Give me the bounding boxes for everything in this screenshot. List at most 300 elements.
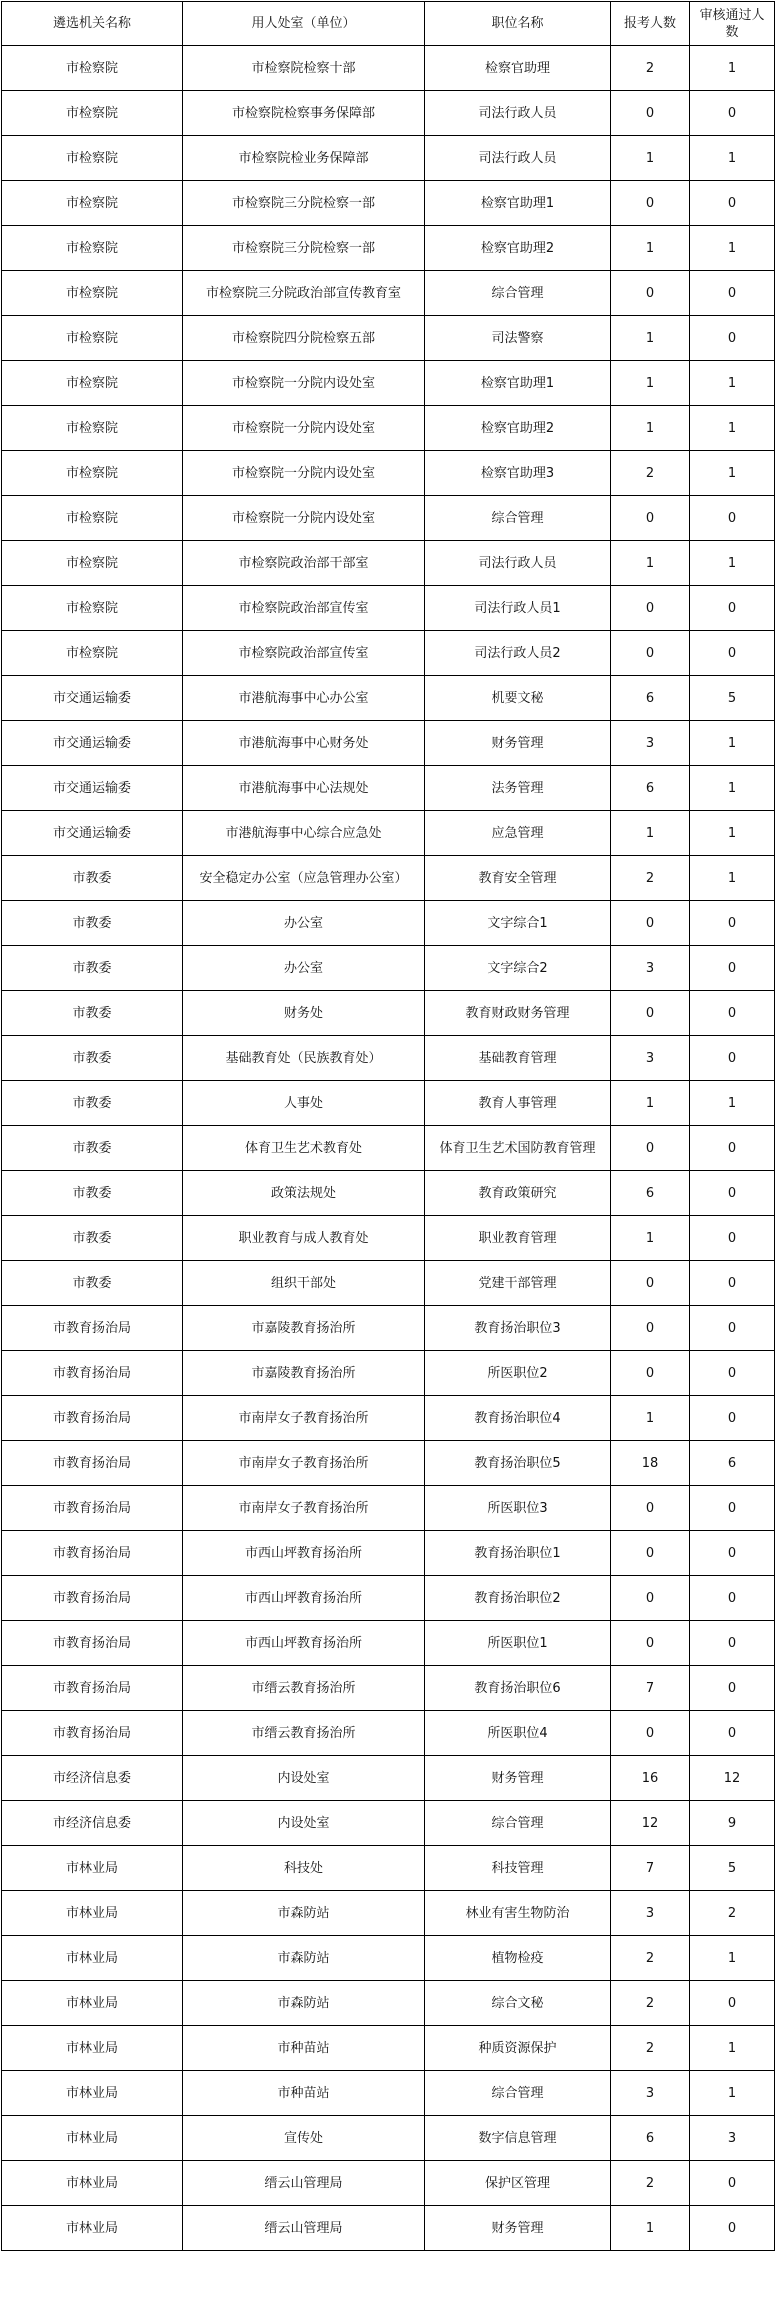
table-row: [2, 2071, 775, 2116]
table-row: [2, 1531, 775, 1576]
cell-agency: 市林业局: [2, 2026, 183, 2071]
cell-department: 财务处: [183, 991, 425, 1036]
cell-position: 司法行政人员2: [425, 631, 611, 676]
cell-department: 市种苗站: [183, 2071, 425, 2116]
cell-approved: 0: [690, 1216, 775, 1261]
cell-position: 基础教育管理: [425, 1036, 611, 1081]
cell-agency: 市检察院: [2, 451, 183, 496]
table-row: [2, 1036, 775, 1081]
cell-approved: 1: [690, 1936, 775, 1981]
cell-department: 市检察院政治部宣传室: [183, 631, 425, 676]
cell-department: 市森防站: [183, 1891, 425, 1936]
table-row: [2, 1306, 775, 1351]
cell-agency: 市检察院: [2, 631, 183, 676]
table-row: [2, 1801, 775, 1846]
cell-department: 市检察院检察事务保障部: [183, 91, 425, 136]
cell-department: 市南岸女子教育扬治所: [183, 1486, 425, 1531]
cell-applicants: 1: [611, 1396, 690, 1441]
table-row: [2, 406, 775, 451]
cell-applicants: 0: [611, 271, 690, 316]
cell-approved: 0: [690, 2206, 775, 2251]
cell-agency: 市检察院: [2, 46, 183, 91]
cell-position: 财务管理: [425, 721, 611, 766]
cell-applicants: 0: [611, 91, 690, 136]
cell-position: 法务管理: [425, 766, 611, 811]
cell-agency: 市林业局: [2, 1846, 183, 1891]
cell-approved: 1: [690, 2071, 775, 2116]
cell-department: 内设处室: [183, 1756, 425, 1801]
cell-approved: 3: [690, 2116, 775, 2161]
cell-applicants: 2: [611, 2026, 690, 2071]
table-row: [2, 901, 775, 946]
cell-approved: 1: [690, 811, 775, 856]
cell-applicants: 0: [611, 1306, 690, 1351]
cell-applicants: 1: [611, 541, 690, 586]
cell-position: 教育扬治职位6: [425, 1666, 611, 1711]
cell-applicants: 2: [611, 2161, 690, 2206]
cell-approved: 0: [690, 1396, 775, 1441]
cell-agency: 市检察院: [2, 136, 183, 181]
cell-approved: 0: [690, 1981, 775, 2026]
cell-agency: 市经济信息委: [2, 1801, 183, 1846]
recruitment-table: [1, 1, 775, 2251]
cell-department: 市南岸女子教育扬治所: [183, 1396, 425, 1441]
table-row: [2, 1711, 775, 1756]
cell-position: 职业教育管理: [425, 1216, 611, 1261]
cell-department: 市西山坪教育扬治所: [183, 1576, 425, 1621]
cell-department: 市检察院四分院检察五部: [183, 316, 425, 361]
cell-department: 安全稳定办公室（应急管理办公室）: [183, 856, 425, 901]
cell-approved: 0: [690, 1666, 775, 1711]
cell-position: 检察官助理2: [425, 406, 611, 451]
cell-position: 种质资源保护: [425, 2026, 611, 2071]
cell-applicants: 0: [611, 496, 690, 541]
cell-applicants: 7: [611, 1666, 690, 1711]
cell-position: 综合管理: [425, 1801, 611, 1846]
cell-department: 缙云山管理局: [183, 2161, 425, 2206]
cell-approved: 1: [690, 541, 775, 586]
cell-agency: 市教委: [2, 1216, 183, 1261]
cell-department: 市缙云教育扬治所: [183, 1666, 425, 1711]
cell-agency: 市林业局: [2, 1891, 183, 1936]
cell-department: 职业教育与成人教育处: [183, 1216, 425, 1261]
cell-agency: 市林业局: [2, 2116, 183, 2161]
cell-applicants: 0: [611, 631, 690, 676]
table-row: [2, 676, 775, 721]
cell-applicants: 16: [611, 1756, 690, 1801]
cell-department: 宣传处: [183, 2116, 425, 2161]
cell-applicants: 0: [611, 1621, 690, 1666]
cell-agency: 市教委: [2, 1261, 183, 1306]
cell-agency: 市教委: [2, 946, 183, 991]
cell-applicants: 3: [611, 721, 690, 766]
table-header-row: [2, 2, 775, 46]
cell-position: 党建干部管理: [425, 1261, 611, 1306]
table-row: [2, 451, 775, 496]
cell-applicants: 1: [611, 136, 690, 181]
table-row: [2, 541, 775, 586]
table-row: [2, 1081, 775, 1126]
cell-department: 组织干部处: [183, 1261, 425, 1306]
cell-approved: 2: [690, 1891, 775, 1936]
cell-applicants: 0: [611, 1711, 690, 1756]
cell-approved: 5: [690, 1846, 775, 1891]
cell-position: 司法行政人员1: [425, 586, 611, 631]
cell-applicants: 0: [611, 1261, 690, 1306]
cell-department: 市港航海事中心法规处: [183, 766, 425, 811]
cell-agency: 市检察院: [2, 91, 183, 136]
cell-position: 教育政策研究: [425, 1171, 611, 1216]
table-row: [2, 136, 775, 181]
cell-department: 市嘉陵教育扬治所: [183, 1306, 425, 1351]
cell-agency: 市林业局: [2, 1936, 183, 1981]
cell-department: 市种苗站: [183, 2026, 425, 2071]
cell-position: 综合管理: [425, 2071, 611, 2116]
table-row: [2, 1126, 775, 1171]
cell-applicants: 2: [611, 1936, 690, 1981]
cell-agency: 市教育扬治局: [2, 1396, 183, 1441]
cell-approved: 1: [690, 451, 775, 496]
cell-approved: 0: [690, 1576, 775, 1621]
cell-approved: 1: [690, 361, 775, 406]
cell-position: 林业有害生物防治: [425, 1891, 611, 1936]
cell-position: 机要文秘: [425, 676, 611, 721]
cell-position: 司法行政人员: [425, 136, 611, 181]
cell-position: 教育扬治职位3: [425, 1306, 611, 1351]
cell-approved: 0: [690, 1711, 775, 1756]
cell-position: 所医职位3: [425, 1486, 611, 1531]
cell-agency: 市教育扬治局: [2, 1351, 183, 1396]
cell-department: 市检察院政治部宣传室: [183, 586, 425, 631]
cell-department: 缙云山管理局: [183, 2206, 425, 2251]
cell-position: 检察官助理3: [425, 451, 611, 496]
cell-approved: 1: [690, 46, 775, 91]
cell-agency: 市检察院: [2, 406, 183, 451]
cell-position: 检察官助理1: [425, 181, 611, 226]
cell-applicants: 3: [611, 2071, 690, 2116]
cell-department: 市检察院检业务保障部: [183, 136, 425, 181]
cell-department: 市港航海事中心综合应急处: [183, 811, 425, 856]
cell-agency: 市检察院: [2, 496, 183, 541]
cell-approved: 0: [690, 1306, 775, 1351]
cell-approved: 9: [690, 1801, 775, 1846]
cell-applicants: 0: [611, 586, 690, 631]
table-row: [2, 496, 775, 541]
cell-department: 办公室: [183, 946, 425, 991]
cell-department: 科技处: [183, 1846, 425, 1891]
cell-applicants: 0: [611, 1126, 690, 1171]
cell-approved: 5: [690, 676, 775, 721]
cell-applicants: 1: [611, 2206, 690, 2251]
cell-applicants: 1: [611, 811, 690, 856]
cell-position: 综合管理: [425, 496, 611, 541]
cell-applicants: 6: [611, 766, 690, 811]
cell-agency: 市教育扬治局: [2, 1486, 183, 1531]
cell-department: 市港航海事中心办公室: [183, 676, 425, 721]
cell-approved: 1: [690, 721, 775, 766]
cell-department: 市检察院三分院检察一部: [183, 226, 425, 271]
cell-applicants: 3: [611, 1036, 690, 1081]
cell-agency: 市检察院: [2, 361, 183, 406]
cell-applicants: 1: [611, 1081, 690, 1126]
cell-approved: 6: [690, 1441, 775, 1486]
cell-approved: 0: [690, 991, 775, 1036]
cell-approved: 0: [690, 586, 775, 631]
cell-agency: 市交通运输委: [2, 676, 183, 721]
cell-agency: 市教委: [2, 1171, 183, 1216]
cell-applicants: 6: [611, 676, 690, 721]
cell-agency: 市教委: [2, 1126, 183, 1171]
table-row: [2, 811, 775, 856]
cell-position: 数字信息管理: [425, 2116, 611, 2161]
cell-applicants: 2: [611, 451, 690, 496]
table-row: [2, 721, 775, 766]
cell-applicants: 0: [611, 181, 690, 226]
cell-department: 市森防站: [183, 1936, 425, 1981]
cell-position: 司法行政人员: [425, 91, 611, 136]
cell-approved: 0: [690, 901, 775, 946]
cell-applicants: 1: [611, 226, 690, 271]
cell-applicants: 1: [611, 361, 690, 406]
cell-approved: 0: [690, 1351, 775, 1396]
header-approved: 审核通过人数: [690, 2, 775, 46]
cell-applicants: 3: [611, 946, 690, 991]
table-row: [2, 271, 775, 316]
cell-position: 所医职位2: [425, 1351, 611, 1396]
cell-department: 市南岸女子教育扬治所: [183, 1441, 425, 1486]
table-row: [2, 856, 775, 901]
cell-approved: 0: [690, 496, 775, 541]
cell-agency: 市检察院: [2, 226, 183, 271]
cell-position: 综合管理: [425, 271, 611, 316]
table-row: [2, 946, 775, 991]
table-row: [2, 316, 775, 361]
table-row: [2, 181, 775, 226]
cell-applicants: 1: [611, 316, 690, 361]
cell-applicants: 0: [611, 901, 690, 946]
table-row: [2, 1576, 775, 1621]
cell-agency: 市教育扬治局: [2, 1306, 183, 1351]
cell-applicants: 7: [611, 1846, 690, 1891]
cell-approved: 0: [690, 316, 775, 361]
cell-department: 办公室: [183, 901, 425, 946]
cell-position: 所医职位4: [425, 1711, 611, 1756]
table-row: [2, 1486, 775, 1531]
cell-approved: 0: [690, 1486, 775, 1531]
cell-approved: 1: [690, 406, 775, 451]
cell-agency: 市交通运输委: [2, 811, 183, 856]
cell-approved: 0: [690, 271, 775, 316]
cell-approved: 1: [690, 2026, 775, 2071]
cell-department: 市缙云教育扬治所: [183, 1711, 425, 1756]
cell-approved: 1: [690, 766, 775, 811]
table-row: [2, 91, 775, 136]
cell-applicants: 2: [611, 46, 690, 91]
cell-applicants: 0: [611, 1531, 690, 1576]
cell-agency: 市教育扬治局: [2, 1666, 183, 1711]
table-row: [2, 1621, 775, 1666]
header-applicants: 报考人数: [611, 2, 690, 46]
table-row: [2, 1441, 775, 1486]
cell-applicants: 18: [611, 1441, 690, 1486]
cell-approved: 0: [690, 2161, 775, 2206]
cell-position: 应急管理: [425, 811, 611, 856]
cell-agency: 市教委: [2, 1081, 183, 1126]
table-row: [2, 1171, 775, 1216]
cell-approved: 1: [690, 1081, 775, 1126]
cell-agency: 市检察院: [2, 181, 183, 226]
table-row: [2, 1981, 775, 2026]
cell-position: 教育人事管理: [425, 1081, 611, 1126]
cell-position: 司法行政人员: [425, 541, 611, 586]
cell-position: 检察官助理1: [425, 361, 611, 406]
table-row: [2, 361, 775, 406]
cell-department: 市检察院一分院内设处室: [183, 496, 425, 541]
cell-position: 教育财政财务管理: [425, 991, 611, 1036]
cell-position: 检察官助理2: [425, 226, 611, 271]
cell-applicants: 0: [611, 1351, 690, 1396]
table-row: [2, 2116, 775, 2161]
cell-applicants: 2: [611, 1981, 690, 2026]
cell-department: 市嘉陵教育扬治所: [183, 1351, 425, 1396]
cell-agency: 市教育扬治局: [2, 1531, 183, 1576]
cell-department: 市西山坪教育扬治所: [183, 1531, 425, 1576]
cell-position: 教育安全管理: [425, 856, 611, 901]
cell-agency: 市教委: [2, 856, 183, 901]
cell-approved: 0: [690, 631, 775, 676]
cell-approved: 0: [690, 1126, 775, 1171]
cell-position: 财务管理: [425, 1756, 611, 1801]
cell-applicants: 6: [611, 1171, 690, 1216]
cell-agency: 市经济信息委: [2, 1756, 183, 1801]
table-row: [2, 2206, 775, 2251]
cell-department: 内设处室: [183, 1801, 425, 1846]
cell-department: 市检察院一分院内设处室: [183, 451, 425, 496]
cell-approved: 1: [690, 856, 775, 901]
table-row: [2, 991, 775, 1036]
cell-approved: 0: [690, 181, 775, 226]
table-row: [2, 1666, 775, 1711]
table-row: [2, 1396, 775, 1441]
cell-department: 市森防站: [183, 1981, 425, 2026]
cell-applicants: 0: [611, 991, 690, 1036]
cell-applicants: 6: [611, 2116, 690, 2161]
cell-position: 教育扬治职位5: [425, 1441, 611, 1486]
cell-agency: 市检察院: [2, 271, 183, 316]
cell-position: 所医职位1: [425, 1621, 611, 1666]
table-body: [2, 46, 775, 2251]
cell-approved: 0: [690, 1171, 775, 1216]
cell-approved: 0: [690, 1531, 775, 1576]
cell-position: 教育扬治职位1: [425, 1531, 611, 1576]
cell-position: 综合文秘: [425, 1981, 611, 2026]
cell-agency: 市林业局: [2, 2206, 183, 2251]
cell-agency: 市教委: [2, 991, 183, 1036]
header-position: 职位名称: [425, 2, 611, 46]
table-row: [2, 1846, 775, 1891]
cell-applicants: 1: [611, 406, 690, 451]
cell-approved: 1: [690, 226, 775, 271]
cell-applicants: 2: [611, 856, 690, 901]
cell-agency: 市检察院: [2, 541, 183, 586]
cell-agency: 市检察院: [2, 586, 183, 631]
cell-applicants: 12: [611, 1801, 690, 1846]
table-row: [2, 2161, 775, 2206]
cell-approved: 0: [690, 946, 775, 991]
cell-position: 植物检疫: [425, 1936, 611, 1981]
cell-agency: 市教委: [2, 1036, 183, 1081]
cell-department: 市港航海事中心财务处: [183, 721, 425, 766]
cell-department: 市西山坪教育扬治所: [183, 1621, 425, 1666]
cell-agency: 市教委: [2, 901, 183, 946]
cell-department: 市检察院一分院内设处室: [183, 406, 425, 451]
table-row: [2, 1756, 775, 1801]
table-row: [2, 1261, 775, 1306]
cell-department: 基础教育处（民族教育处）: [183, 1036, 425, 1081]
cell-agency: 市林业局: [2, 2161, 183, 2206]
cell-department: 体育卫生艺术教育处: [183, 1126, 425, 1171]
table-row: [2, 1891, 775, 1936]
cell-agency: 市教育扬治局: [2, 1576, 183, 1621]
table-row: [2, 766, 775, 811]
cell-applicants: 0: [611, 1486, 690, 1531]
cell-agency: 市林业局: [2, 2071, 183, 2116]
cell-agency: 市教育扬治局: [2, 1621, 183, 1666]
cell-approved: 0: [690, 91, 775, 136]
cell-position: 科技管理: [425, 1846, 611, 1891]
table-row: [2, 1936, 775, 1981]
cell-position: 财务管理: [425, 2206, 611, 2251]
cell-agency: 市检察院: [2, 316, 183, 361]
table-row: [2, 1216, 775, 1261]
cell-applicants: 1: [611, 1216, 690, 1261]
cell-agency: 市交通运输委: [2, 721, 183, 766]
cell-agency: 市教育扬治局: [2, 1441, 183, 1486]
cell-approved: 0: [690, 1036, 775, 1081]
cell-department: 市检察院检察十部: [183, 46, 425, 91]
cell-approved: 12: [690, 1756, 775, 1801]
cell-department: 人事处: [183, 1081, 425, 1126]
cell-approved: 1: [690, 136, 775, 181]
cell-department: 市检察院政治部干部室: [183, 541, 425, 586]
cell-position: 检察官助理: [425, 46, 611, 91]
table-row: [2, 586, 775, 631]
cell-applicants: 0: [611, 1576, 690, 1621]
table-row: [2, 2026, 775, 2071]
cell-agency: 市林业局: [2, 1981, 183, 2026]
cell-position: 教育扬治职位4: [425, 1396, 611, 1441]
header-department: 用人处室（单位）: [183, 2, 425, 46]
cell-position: 保护区管理: [425, 2161, 611, 2206]
table-row: [2, 1351, 775, 1396]
cell-position: 体育卫生艺术国防教育管理: [425, 1126, 611, 1171]
header-agency: 遴选机关名称: [2, 2, 183, 46]
cell-department: 政策法规处: [183, 1171, 425, 1216]
cell-department: 市检察院三分院检察一部: [183, 181, 425, 226]
cell-approved: 0: [690, 1261, 775, 1306]
cell-applicants: 3: [611, 1891, 690, 1936]
cell-position: 教育扬治职位2: [425, 1576, 611, 1621]
cell-department: 市检察院一分院内设处室: [183, 361, 425, 406]
cell-position: 文字综合1: [425, 901, 611, 946]
cell-department: 市检察院三分院政治部宣传教育室: [183, 271, 425, 316]
cell-position: 司法警察: [425, 316, 611, 361]
cell-position: 文字综合2: [425, 946, 611, 991]
cell-agency: 市交通运输委: [2, 766, 183, 811]
cell-agency: 市教育扬治局: [2, 1711, 183, 1756]
table-row: [2, 46, 775, 91]
table-row: [2, 631, 775, 676]
